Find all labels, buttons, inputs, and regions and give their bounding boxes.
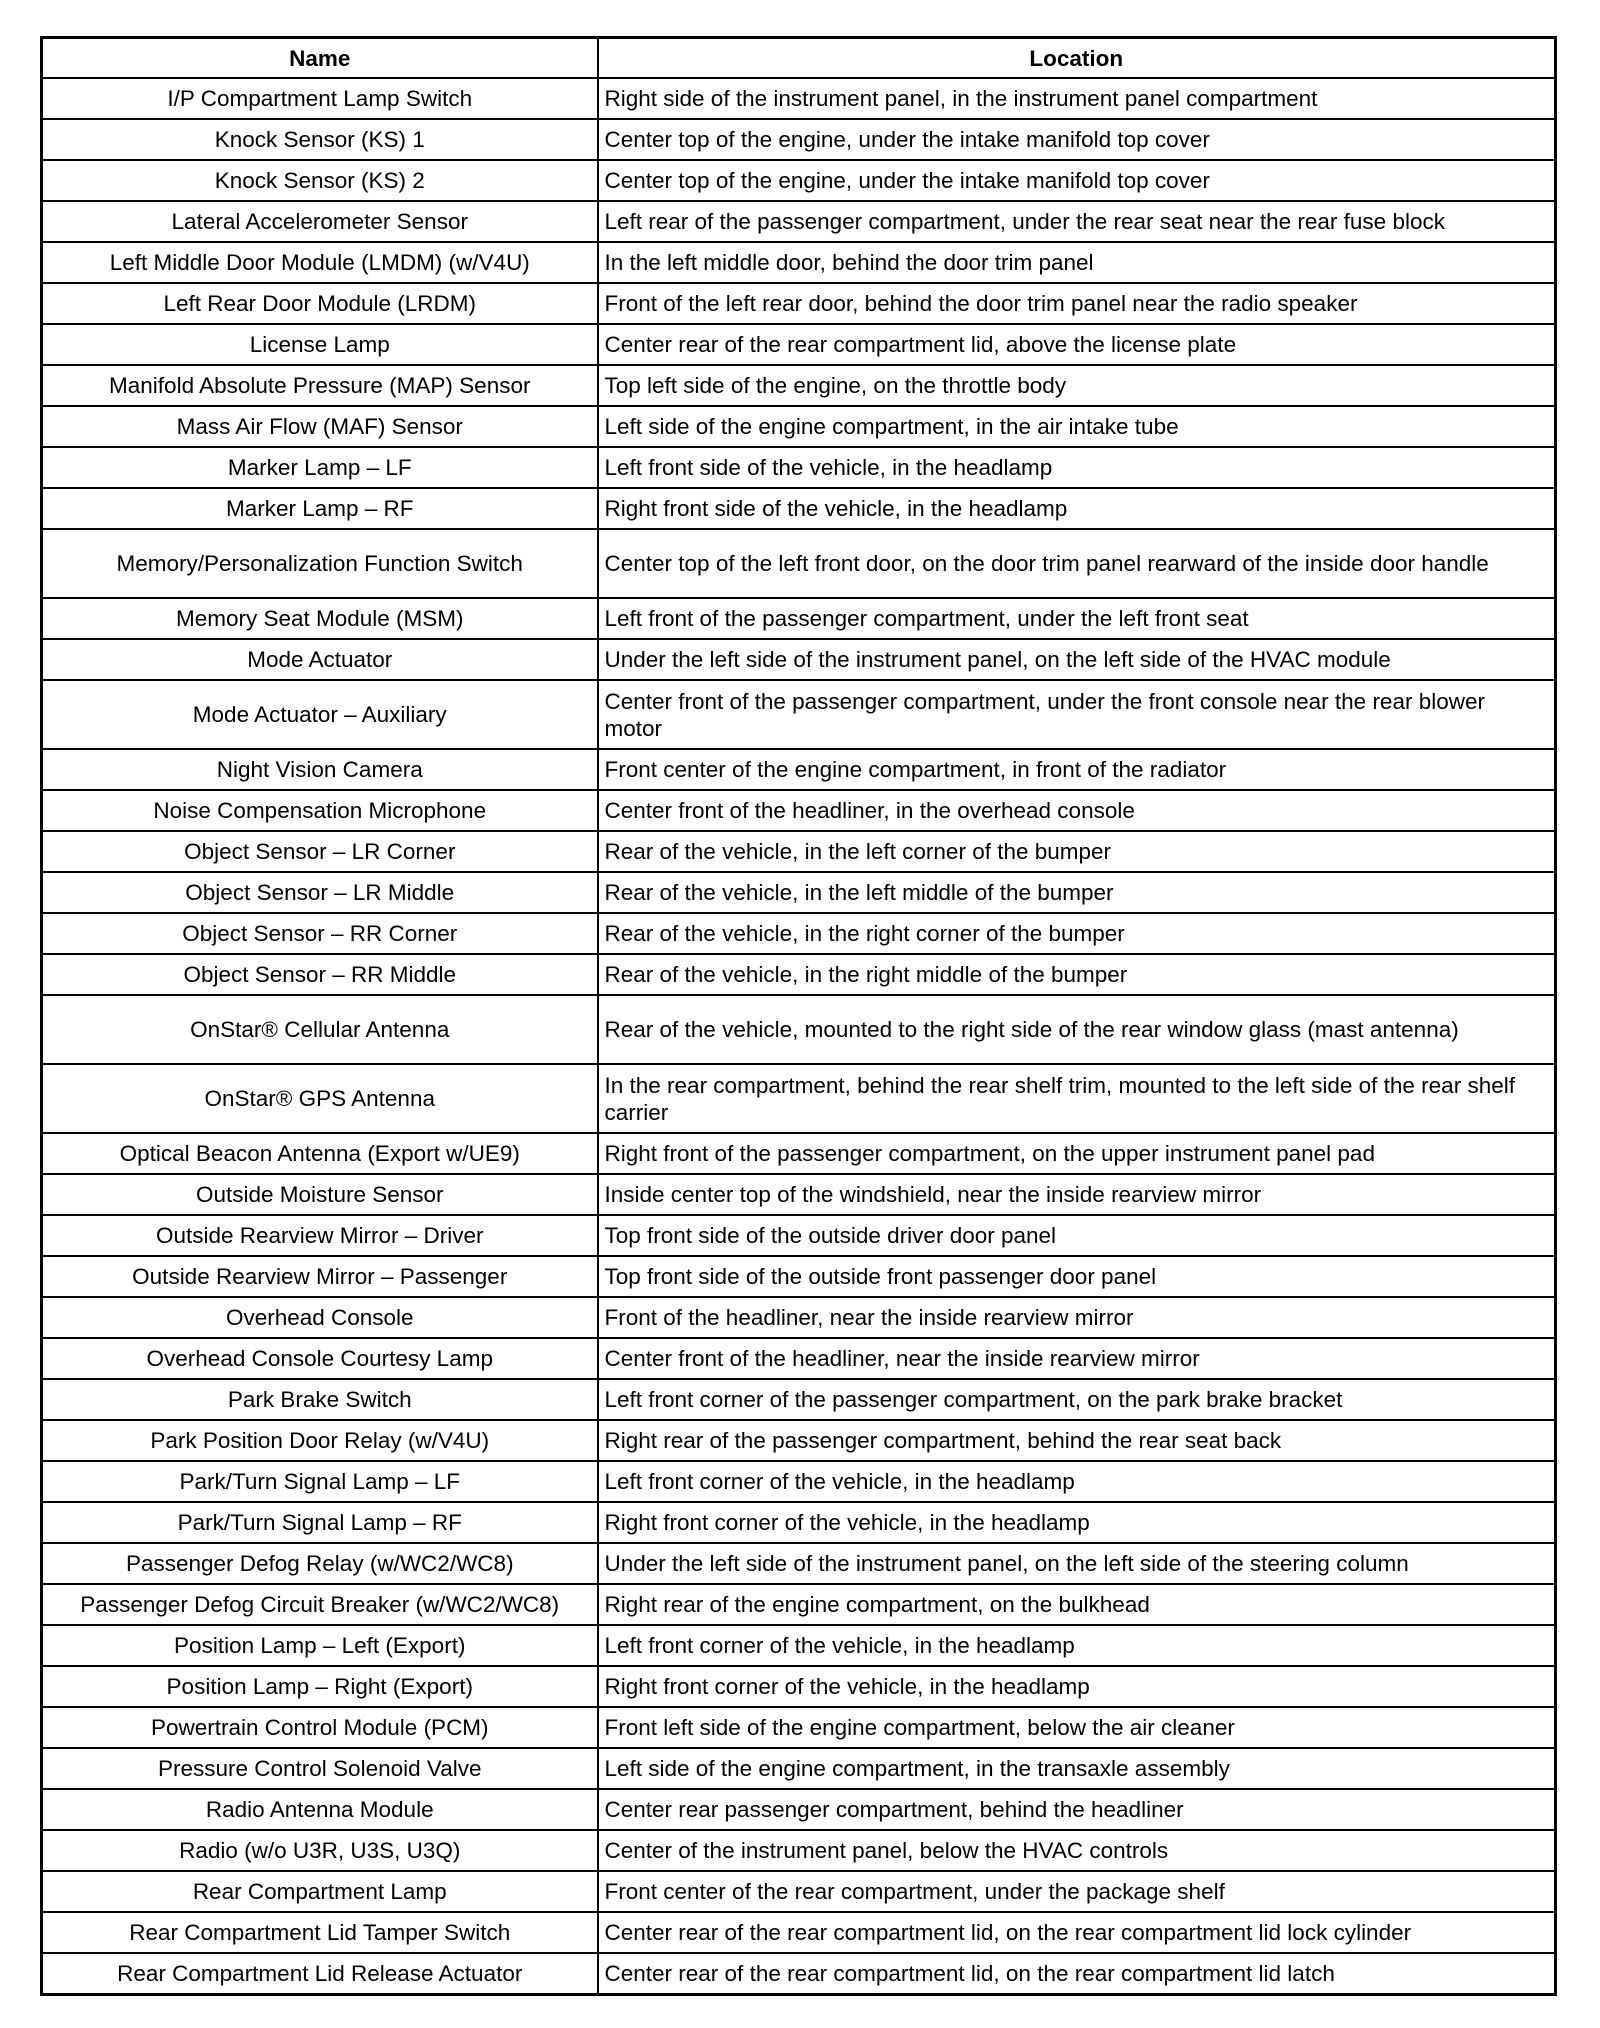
table-row [42, 680, 1556, 749]
component-name-cell: License Lamp [42, 324, 598, 365]
component-name-cell: Overhead Console Courtesy Lamp [42, 1338, 598, 1379]
component-location-cell: Rear of the vehicle, in the left corner of the bumper [598, 831, 1556, 872]
component-location-cell: Top left side of the engine, on the throttle body [598, 365, 1556, 406]
component-location-cell: Rear of the vehicle, in the left middle of the bumper [598, 872, 1556, 913]
table-row [42, 954, 1556, 995]
table-row [42, 1871, 1556, 1912]
component-name-cell: Object Sensor – LR Corner [42, 831, 598, 872]
component-name-cell: OnStar® Cellular Antenna [42, 995, 598, 1064]
table-row [42, 1174, 1556, 1215]
component-location-cell: Center front of the headliner, in the overhead console [598, 790, 1556, 831]
component-location-cell: Right front corner of the vehicle, in the headlamp [598, 1666, 1556, 1707]
component-location-cell: Right side of the instrument panel, in the instrument panel compartment [598, 78, 1556, 119]
component-name-cell: Position Lamp – Left (Export) [42, 1625, 598, 1666]
component-location-cell: Left front corner of the passenger compartment, on the park brake bracket [598, 1379, 1556, 1420]
component-location-cell: Left side of the engine compartment, in the transaxle assembly [598, 1748, 1556, 1789]
component-location-cell: Left side of the engine compartment, in the air intake tube [598, 406, 1556, 447]
component-name-cell: Passenger Defog Relay (w/WC2/WC8) [42, 1543, 598, 1584]
component-location-cell: Under the left side of the instrument panel, on the left side of the steering column [598, 1543, 1556, 1584]
component-location-cell: Center rear passenger compartment, behind the headliner [598, 1789, 1556, 1830]
component-location-cell: Rear of the vehicle, in the right corner of the bumper [598, 913, 1556, 954]
component-location-cell: Rear of the vehicle, mounted to the right side of the rear window glass (mast antenna) [598, 995, 1556, 1064]
component-name-cell: Radio Antenna Module [42, 1789, 598, 1830]
component-location-table [40, 36, 1557, 1996]
table-row [42, 639, 1556, 680]
table-row [42, 283, 1556, 324]
component-name-cell: Radio (w/o U3R, U3S, U3Q) [42, 1830, 598, 1871]
table-header [42, 38, 1556, 79]
component-location-cell: In the left middle door, behind the door trim panel [598, 242, 1556, 283]
component-location-cell: Under the left side of the instrument panel, on the left side of the HVAC module [598, 639, 1556, 680]
component-name-cell: Left Rear Door Module (LRDM) [42, 283, 598, 324]
table-row [42, 1912, 1556, 1953]
component-location-cell: Left front corner of the vehicle, in the headlamp [598, 1461, 1556, 1502]
component-location-cell: Front left side of the engine compartment, below the air cleaner [598, 1707, 1556, 1748]
component-location-cell: Center top of the engine, under the intake manifold top cover [598, 119, 1556, 160]
component-name-cell: Mode Actuator [42, 639, 598, 680]
table-body [42, 78, 1556, 1995]
component-name-cell: Marker Lamp – LF [42, 447, 598, 488]
table-row [42, 1502, 1556, 1543]
component-name-cell: Manifold Absolute Pressure (MAP) Sensor [42, 365, 598, 406]
table-row [42, 119, 1556, 160]
component-name-cell: Object Sensor – RR Middle [42, 954, 598, 995]
table-row [42, 1789, 1556, 1830]
table-row [42, 872, 1556, 913]
table-row [42, 1707, 1556, 1748]
table-row [42, 78, 1556, 119]
table-row [42, 1953, 1556, 1995]
table-row [42, 1297, 1556, 1338]
component-name-cell: Object Sensor – LR Middle [42, 872, 598, 913]
component-name-cell: Mass Air Flow (MAF) Sensor [42, 406, 598, 447]
component-location-cell: Inside center top of the windshield, near the inside rearview mirror [598, 1174, 1556, 1215]
table-row [42, 913, 1556, 954]
component-location-cell: Rear of the vehicle, in the right middle of the bumper [598, 954, 1556, 995]
component-location-cell: Left front of the passenger compartment, under the left front seat [598, 598, 1556, 639]
component-name-cell: Left Middle Door Module (LMDM) (w/V4U) [42, 242, 598, 283]
table-row [42, 1748, 1556, 1789]
component-location-cell: Right front corner of the vehicle, in the headlamp [598, 1502, 1556, 1543]
component-name-cell: Memory/Personalization Function Switch [42, 529, 598, 598]
component-location-cell: Top front side of the outside driver door panel [598, 1215, 1556, 1256]
table-row [42, 1215, 1556, 1256]
table-row [42, 406, 1556, 447]
component-name-cell: Marker Lamp – RF [42, 488, 598, 529]
table-row [42, 749, 1556, 790]
table-row [42, 1420, 1556, 1461]
component-name-cell: Rear Compartment Lid Tamper Switch [42, 1912, 598, 1953]
component-location-cell: Center rear of the rear compartment lid, on the rear compartment lid latch [598, 1953, 1556, 1995]
table-row [42, 1666, 1556, 1707]
table-row [42, 1830, 1556, 1871]
table-row [42, 488, 1556, 529]
component-location-cell: Right front side of the vehicle, in the headlamp [598, 488, 1556, 529]
header-row [42, 38, 1556, 79]
component-location-cell: Center rear of the rear compartment lid, above the license plate [598, 324, 1556, 365]
table-row [42, 1625, 1556, 1666]
component-name-cell: OnStar® GPS Antenna [42, 1064, 598, 1133]
component-name-cell: Night Vision Camera [42, 749, 598, 790]
component-location-cell: Left front corner of the vehicle, in the headlamp [598, 1625, 1556, 1666]
component-location-cell: Top front side of the outside front passenger door panel [598, 1256, 1556, 1297]
component-name-cell: Memory Seat Module (MSM) [42, 598, 598, 639]
component-location-cell: Front center of the rear compartment, under the package shelf [598, 1871, 1556, 1912]
component-location-cell: Front center of the engine compartment, in front of the radiator [598, 749, 1556, 790]
component-location-cell: Left front side of the vehicle, in the headlamp [598, 447, 1556, 488]
component-location-cell: Front of the left rear door, behind the door trim panel near the radio speaker [598, 283, 1556, 324]
table-row [42, 1379, 1556, 1420]
component-location-cell: Center top of the engine, under the intake manifold top cover [598, 160, 1556, 201]
table-row [42, 1338, 1556, 1379]
component-location-cell: In the rear compartment, behind the rear shelf trim, mounted to the left side of the rear shelf carrier [598, 1064, 1556, 1133]
component-location-cell: Front of the headliner, near the inside rearview mirror [598, 1297, 1556, 1338]
component-name-cell: Rear Compartment Lamp [42, 1871, 598, 1912]
component-location-cell: Right rear of the passenger compartment, behind the rear seat back [598, 1420, 1556, 1461]
component-name-cell: Outside Rearview Mirror – Passenger [42, 1256, 598, 1297]
component-name-cell: Passenger Defog Circuit Breaker (w/WC2/WC8) [42, 1584, 598, 1625]
component-location-cell: Right rear of the engine compartment, on the bulkhead [598, 1584, 1556, 1625]
table-row [42, 790, 1556, 831]
component-name-cell: Optical Beacon Antenna (Export w/UE9) [42, 1133, 598, 1174]
table-row [42, 1543, 1556, 1584]
table-row [42, 1461, 1556, 1502]
table-row [42, 1584, 1556, 1625]
table-row [42, 160, 1556, 201]
table-row [42, 324, 1556, 365]
component-name-cell: I/P Compartment Lamp Switch [42, 78, 598, 119]
component-location-cell: Center top of the left front door, on the door trim panel rearward of the inside door handle [598, 529, 1556, 598]
component-name-cell: Outside Moisture Sensor [42, 1174, 598, 1215]
component-name-cell: Outside Rearview Mirror – Driver [42, 1215, 598, 1256]
component-location-cell: Left rear of the passenger compartment, under the rear seat near the rear fuse block [598, 201, 1556, 242]
component-name-cell: Knock Sensor (KS) 2 [42, 160, 598, 201]
table-row [42, 447, 1556, 488]
component-name-cell: Overhead Console [42, 1297, 598, 1338]
table-row [42, 242, 1556, 283]
component-name-cell: Rear Compartment Lid Release Actuator [42, 1953, 598, 1995]
component-name-cell: Park Position Door Relay (w/V4U) [42, 1420, 598, 1461]
component-name-cell: Park/Turn Signal Lamp – LF [42, 1461, 598, 1502]
component-location-cell: Center front of the headliner, near the inside rearview mirror [598, 1338, 1556, 1379]
component-location-cell: Center front of the passenger compartment, under the front console near the rear blower motor [598, 680, 1556, 749]
component-location-cell: Center of the instrument panel, below the HVAC controls [598, 1830, 1556, 1871]
column-header-name: Name [42, 38, 598, 79]
column-header-location: Location [598, 38, 1556, 79]
component-name-cell: Park Brake Switch [42, 1379, 598, 1420]
component-name-cell: Powertrain Control Module (PCM) [42, 1707, 598, 1748]
table-row [42, 995, 1556, 1064]
component-name-cell: Noise Compensation Microphone [42, 790, 598, 831]
table-row [42, 598, 1556, 639]
table-row [42, 1256, 1556, 1297]
component-name-cell: Position Lamp – Right (Export) [42, 1666, 598, 1707]
table-row [42, 365, 1556, 406]
component-name-cell: Mode Actuator – Auxiliary [42, 680, 598, 749]
component-name-cell: Object Sensor – RR Corner [42, 913, 598, 954]
component-location-cell: Right front of the passenger compartment, on the upper instrument panel pad [598, 1133, 1556, 1174]
table-row [42, 1133, 1556, 1174]
component-location-cell: Center rear of the rear compartment lid, on the rear compartment lid lock cylinder [598, 1912, 1556, 1953]
component-name-cell: Park/Turn Signal Lamp – RF [42, 1502, 598, 1543]
component-name-cell: Lateral Accelerometer Sensor [42, 201, 598, 242]
table-row [42, 1064, 1556, 1133]
component-name-cell: Knock Sensor (KS) 1 [42, 119, 598, 160]
table-row [42, 831, 1556, 872]
table-row [42, 529, 1556, 598]
table-row [42, 201, 1556, 242]
component-name-cell: Pressure Control Solenoid Valve [42, 1748, 598, 1789]
